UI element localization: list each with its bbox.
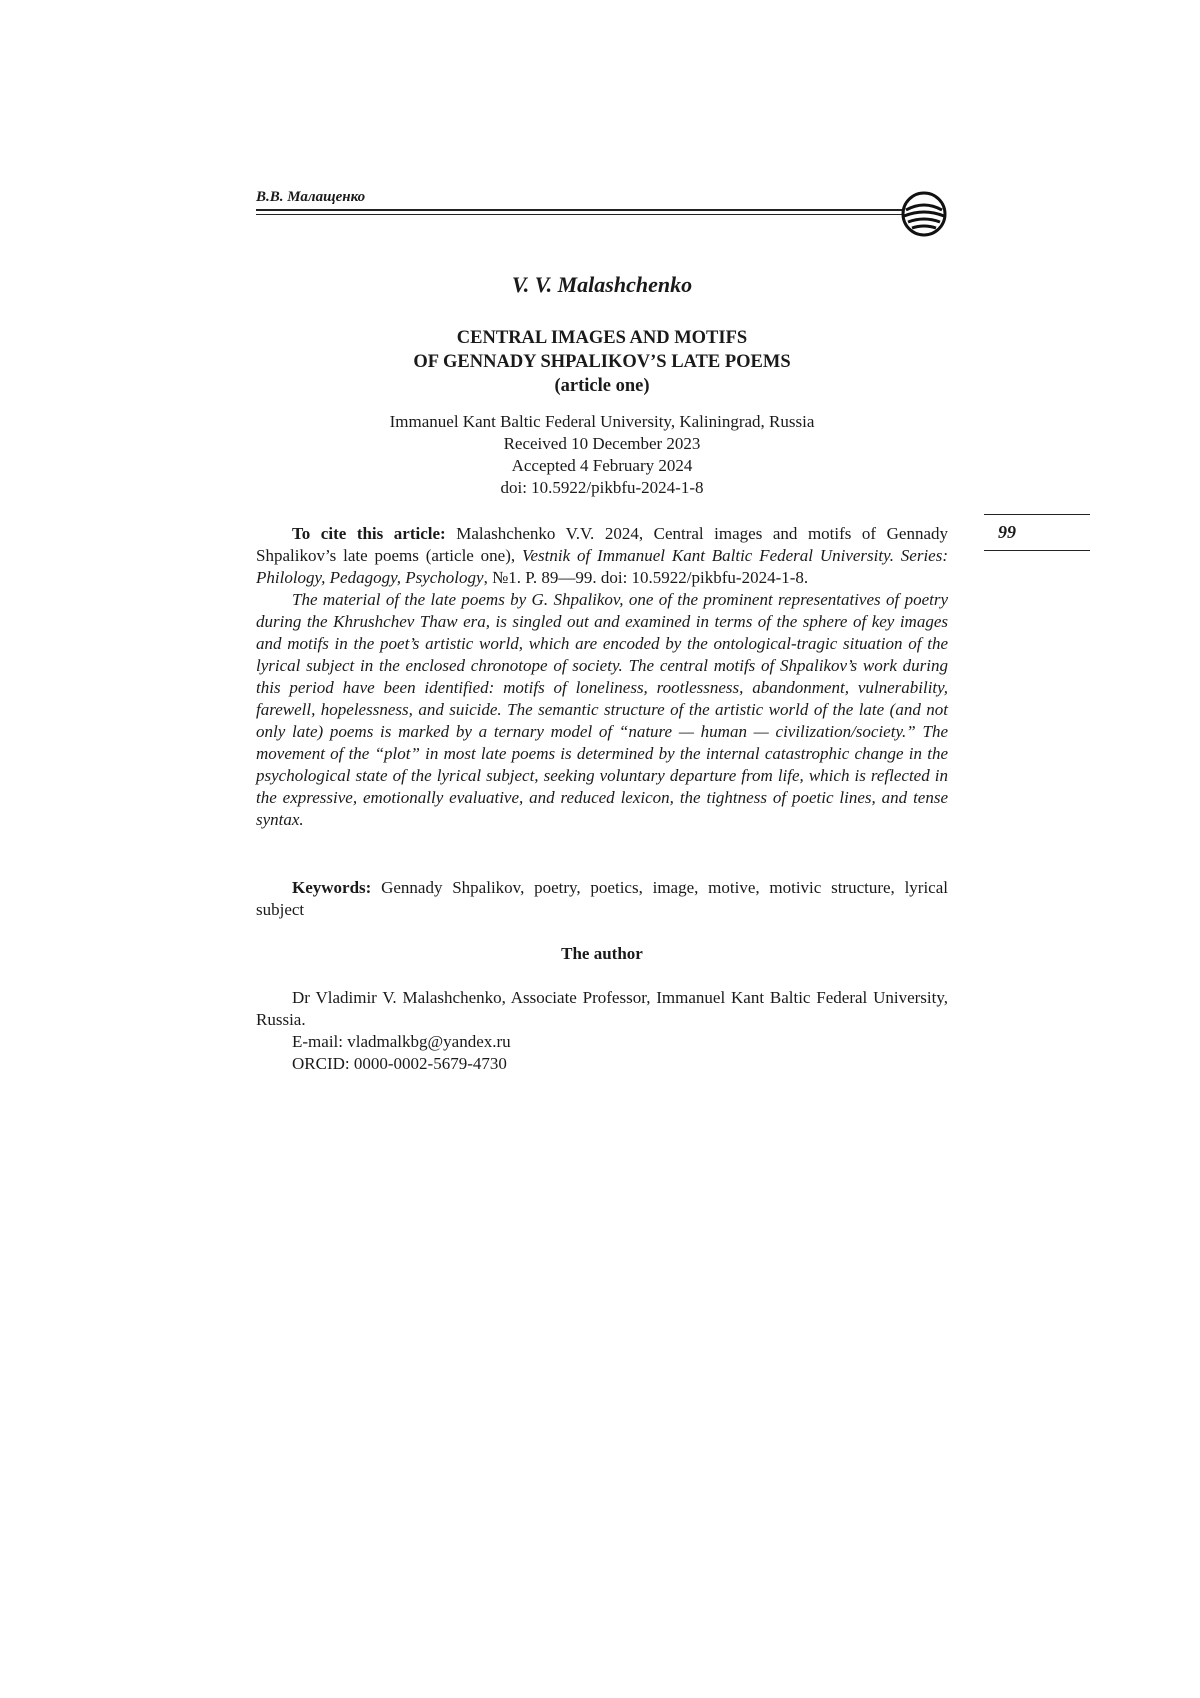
page-number-box <box>984 514 1090 551</box>
citation-label: To cite this article: <box>292 524 446 543</box>
citation-and-abstract <box>256 523 948 831</box>
author-email: E-mail: vladmalkbg@yandex.ru <box>292 1032 511 1051</box>
author-bio: Dr Vladimir V. Malashchenko, Associate Professor, Immanuel Kant Baltic Federal University, Russia. <box>256 988 948 1029</box>
doi: doi: 10.5922/pikbfu-2024-1-8 <box>500 478 704 497</box>
author-orcid: ORCID: 0000-0002-5679-4730 <box>292 1054 507 1073</box>
journal-logo-icon <box>900 190 948 238</box>
citation-journal: Vestnik of Immanuel Kant Baltic Federal University. Series: Philology, Pedagogy, Psychology <box>256 546 949 587</box>
citation-text-2: , №1. P. 89—99. doi: 10.5922/pikbfu-2024-1-8. <box>483 568 809 587</box>
title-line-2: OF GENNADY SHPALIKOV’S LATE POEMS <box>413 352 791 372</box>
running-header-author: В.В. Малащенко <box>256 189 366 205</box>
author-info <box>256 987 948 1075</box>
article-author: V. V. Malashchenko <box>511 272 693 297</box>
header-rule-thick <box>256 209 904 211</box>
keywords-label: Keywords: <box>292 878 372 897</box>
page-number: 99 <box>998 522 1016 542</box>
received-date: Received 10 December 2023 <box>503 434 701 453</box>
article-meta <box>256 411 948 499</box>
abstract: The material of the late poems by G. Shpalikov, one of the prominent representatives of poetry during the Khrushchev Thaw era, is singled out and examined in terms of the sphere of key images and motifs in the poet’s artistic world, which are encoded by the ontological-tragic situation of the lyrical subject in the enclosed chronotope of society. The central motifs of Shpalikov’s work during this period have been identified: motifs of loneliness, rootlessness, abandonment, vulnerability, farewell, hopelessness, and suicide. The semantic structure of the artistic world of the late (and not only late) poems is marked by a ternary model of “nature — human — civilization/society.” The movement of the “plot” in most late poems is determined by the internal catastrophic change in the psychological state of the lyrical subject, seeking voluntary departure from life, which is reflected in the expressive, emotionally evaluative, and reduced lexicon, the tightness of poetic lines, and tense syntax. <box>256 590 948 829</box>
article-title <box>256 326 948 398</box>
keywords-text: Gennady Shpalikov, poetry, poetics, image, motive, motivic structure, lyrical subject <box>256 878 948 919</box>
author-section-heading: The author <box>561 944 643 963</box>
keywords <box>256 877 948 921</box>
title-line-1: CENTRAL IMAGES AND MOTIFS <box>456 328 748 348</box>
affiliation: Immanuel Kant Baltic Federal University, Kaliningrad, Russia <box>389 412 815 431</box>
header-rule-thin <box>256 214 904 215</box>
title-line-3: (article one) <box>554 376 650 396</box>
citation-text-1: Malashchenko V.V. 2024, Central images and motifs of Gennady Shpalikov’s late poems (article one), <box>256 524 948 565</box>
accepted-date: Accepted 4 February 2024 <box>511 456 693 475</box>
citation <box>256 523 948 589</box>
